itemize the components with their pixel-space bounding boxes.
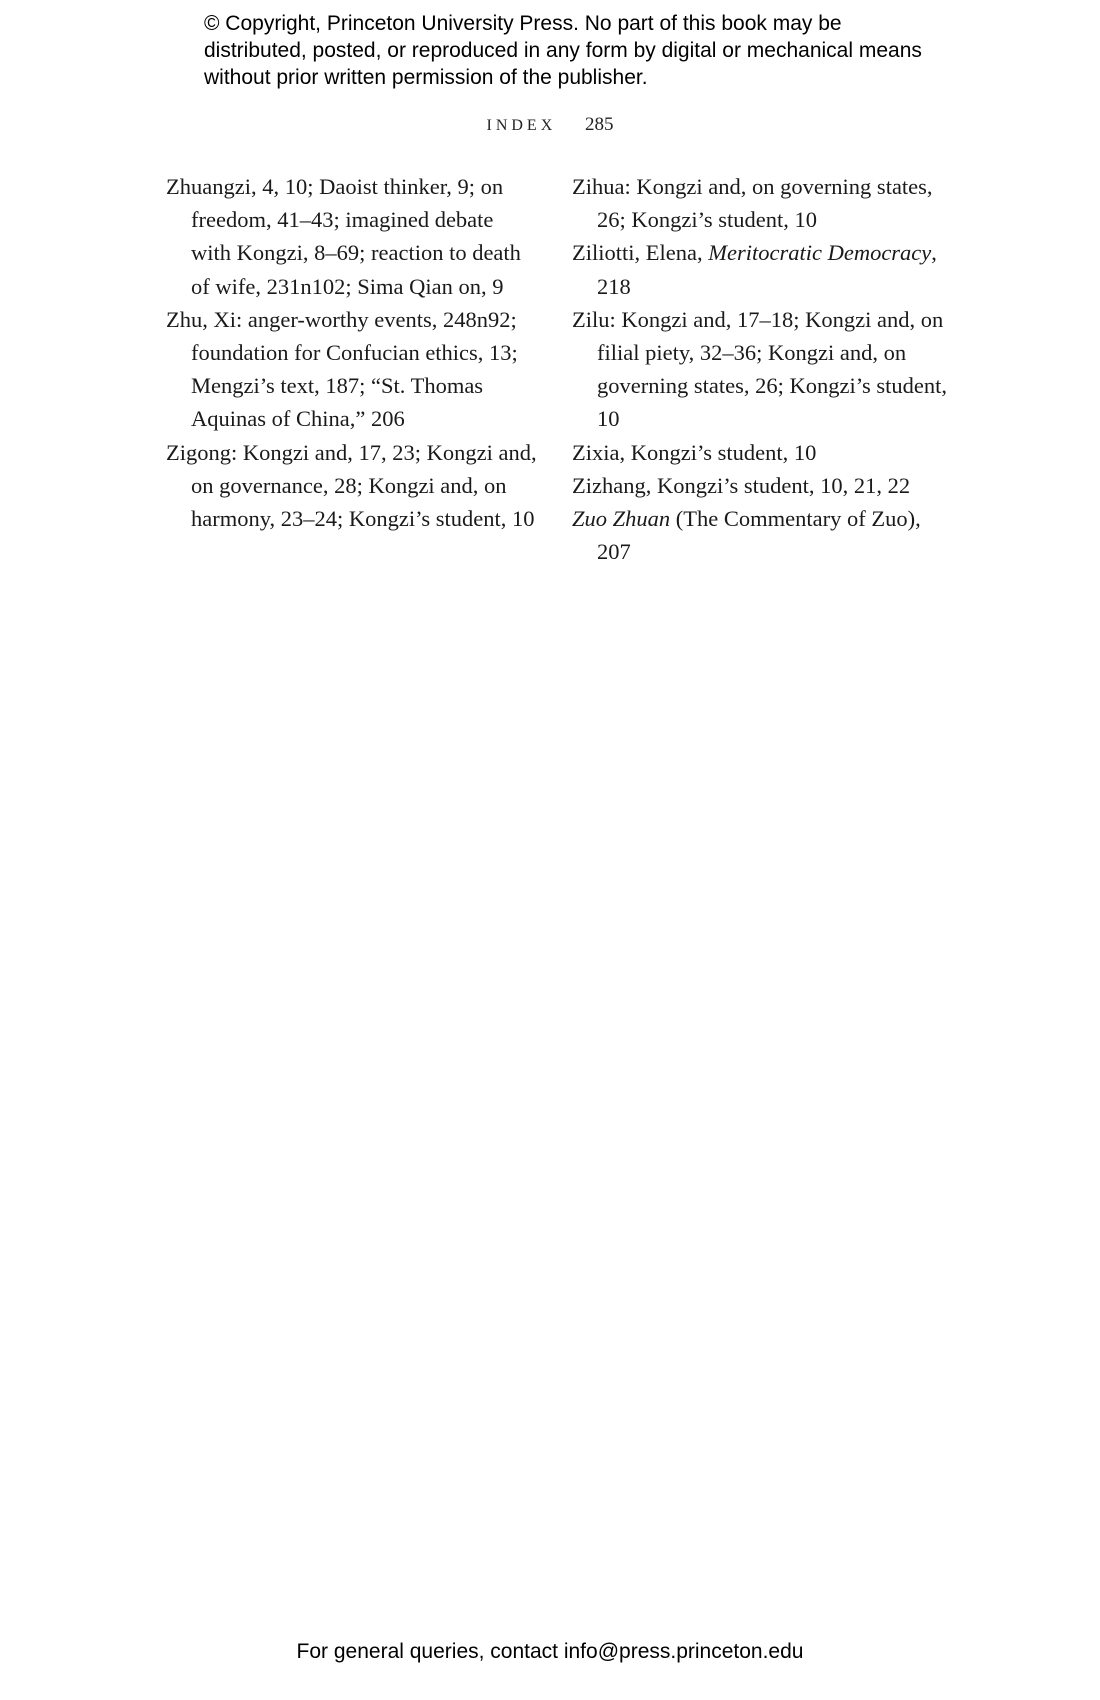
entry-text: , 218	[597, 240, 937, 299]
index-entry-zilu: Zilu: Kongzi and, 17–18; Kongzi and, on filial piety, 32–36; Kongzi and, on governing states, 26; Kongzi’s student, 10	[572, 306, 947, 432]
index-entry-zizhang: Zizhang, Kongzi’s student, 10, 21, 22	[572, 472, 911, 498]
running-head	[0, 114, 1100, 136]
copyright-notice: © Copyright, Princeton University Press. No part of this book may be distributed, posted, or reproduced in any form by digital or mechanical means without prior written permission of the publisher.	[204, 12, 922, 89]
entry-text: (The Commentary of Zuo), 207	[597, 506, 921, 565]
index-entry-zhu-xi: Zhu, Xi: anger-worthy events, 248n92; foundation for Confucian ethics, 13; Mengzi’s text, 187; “St. Thomas Aquinas of China,” 206	[166, 306, 518, 432]
entry-text: Ziliotti, Elena,	[572, 240, 709, 266]
index-entry-zigong: Zigong: Kongzi and, 17, 23; Kongzi and, on governance, 28; Kongzi and, on harmony, 23–24; Kongzi’s student, 10	[166, 439, 537, 532]
page-number: 285	[585, 114, 614, 135]
entry-italic-title: Meritocratic Democracy	[708, 240, 932, 266]
index-entry-zihua: Zihua: Kongzi and, on governing states, 26; Kongzi’s student, 10	[572, 174, 933, 233]
index-entry-zuo-zhuan	[572, 502, 947, 568]
running-head-label: INDEX	[486, 117, 557, 134]
entry-italic-title: Zuo Zhuan	[572, 506, 671, 532]
index-column-right	[572, 170, 947, 568]
index-entry-ziliotti	[572, 236, 947, 302]
footer-contact: For general queries, contact info@press.princeton.edu	[296, 1640, 804, 1663]
index-entry-zixia: Zixia, Kongzi’s student, 10	[572, 439, 817, 465]
index-column-left	[166, 170, 538, 535]
index-entry-zhuangzi: Zhuangzi, 4, 10; Daoist thinker, 9; on freedom, 41–43; imagined debate with Kongzi, 8–69; reaction to death of wife, 231n102; Sima Qian on, 9	[166, 174, 521, 299]
